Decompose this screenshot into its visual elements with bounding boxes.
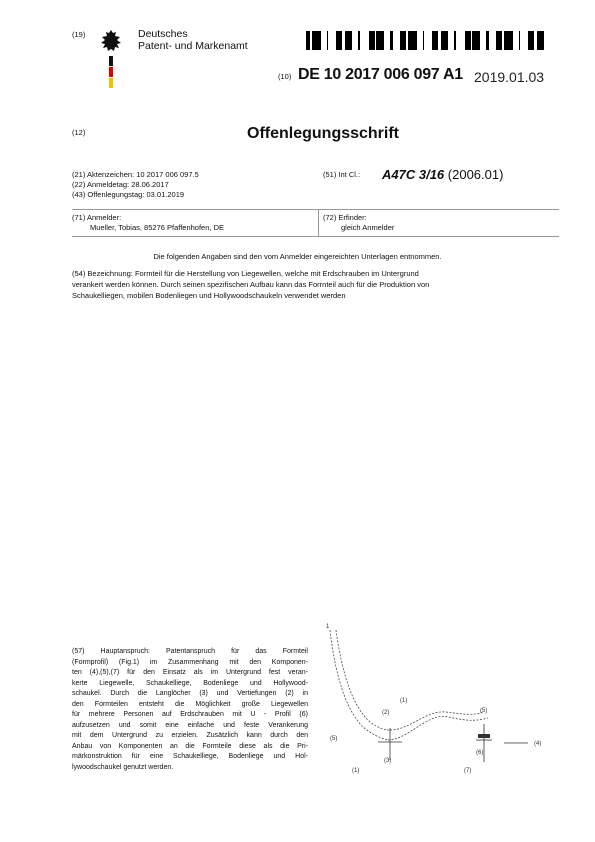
ipc-version: (2006.01) — [447, 167, 504, 182]
figure-reference-label: (4) — [534, 741, 542, 747]
inid-code-12: (12) — [72, 128, 86, 137]
applicant-note: Die folgenden Angaben sind den vom Anmelder eingereichten Unterlagen entnommen. — [153, 252, 442, 261]
applicant-block — [72, 213, 224, 233]
inid-code-19: (19) — [72, 30, 86, 39]
inventor-label: (72) Erfinder: — [323, 213, 367, 222]
figure-reference-label: (2) — [382, 710, 390, 716]
office-name — [138, 28, 248, 52]
divider-vertical — [318, 209, 319, 236]
figure-reference-label: (6) — [476, 750, 484, 756]
figure-reference-label: (3) — [384, 758, 392, 764]
claim-line: märkonstruktion für eine Schaukelliege, Bodenliege und Hol- — [72, 753, 308, 760]
divider-bottom — [72, 236, 559, 237]
title-line-1: (54) Bezeichnung: Formteil für die Herstellung von Liegewellen, welche mit Erdschrauben im Untergrund — [72, 269, 419, 278]
inventor-name: gleich Anmelder — [341, 223, 395, 232]
ipc-class: A47C 3/16 — [382, 167, 445, 182]
drawing-figure — [318, 622, 556, 780]
title-line-3: Schaukelliegen, mobilen Bodenliegen und Hollywoodschaukeln verwendet werden — [72, 291, 346, 300]
int-cl-label: (51) Int Cl.: — [323, 170, 361, 179]
claim-line: schaukel. Durch die Langlöcher (3) und Vertiefungen (2) in — [72, 690, 308, 697]
title-line-2: verankert werden können. Durch seinen spezifischen Aufbau kann das Forrnteil auch für die Produktion von — [72, 280, 430, 289]
claim-line: Anbau von Komponenten an die Formteile diese als die Pri- — [72, 742, 308, 750]
claim-line: aufzusetzen und somit eine einfache und feste Verankerung — [72, 721, 308, 729]
claim-line: für mehrere Personen auf Erdschrauben mit U - Profil (6) — [72, 711, 308, 718]
divider-top — [72, 209, 559, 210]
claim-line: mit dem Untergrund zu erzielen. Zusätzlich kann durch den — [72, 732, 308, 739]
figure-reference-label: (5) — [330, 736, 338, 742]
figure-reference-label: (7) — [464, 768, 472, 774]
office-line-2: Patent- und Markenamt — [138, 40, 248, 52]
barcode — [306, 31, 550, 50]
publication-date: 2019.01.03 — [474, 69, 545, 85]
main-claim — [72, 647, 308, 773]
office-line-1: Deutsches — [138, 28, 188, 40]
claim-line: (57) Hauptanspruch: Patentanspruch für das Formteil — [72, 648, 308, 655]
claim-line: kerte Liegewelle, Schaukelliege, Bodenliege und Hollywood- — [72, 679, 308, 687]
claim-line: lywoodschaukel genutzt werden. — [72, 763, 174, 771]
claim-line: (Formprofil) (Fig.1) im Zusammenhang mit den Komponen- — [72, 658, 308, 666]
claim-line: den Formteilen entsteht die Möglichkeit große Liegewellen — [72, 700, 308, 708]
claim-line: ten (4),(5),(7) für den Einsatz als im Untergrund fest veran- — [72, 669, 308, 676]
bibliographic-data — [72, 170, 199, 200]
publication-day: (43) Offenlegungstag: 03.01.2019 — [72, 190, 185, 199]
invention-title — [72, 268, 554, 301]
publication-number: DE 10 2017 006 097 A1 — [298, 66, 463, 83]
document-type: Offenlegungsschrift — [247, 125, 400, 142]
inventor-block — [323, 213, 394, 233]
applicant-name: Mueller, Tobias, 85276 Pfaffenhofen, DE — [90, 223, 224, 232]
application-number: (21) Aktenzeichen: 10 2017 006 097.5 — [72, 170, 199, 179]
figure-reference-label: (1) — [352, 768, 360, 774]
figure-labels — [326, 624, 541, 774]
ipc-classification — [382, 167, 503, 182]
filing-date: (22) Anmeldetag: 28.06.2017 — [72, 180, 169, 189]
federal-eagle-logo — [100, 28, 122, 90]
inid-code-10: (10) — [278, 72, 292, 81]
applicant-label: (71) Anmelder: — [72, 213, 122, 222]
figure-reference-label: (1) — [400, 698, 408, 704]
figure-reference-label: (5) — [480, 708, 488, 714]
figure-reference-label: 1 — [326, 624, 330, 630]
